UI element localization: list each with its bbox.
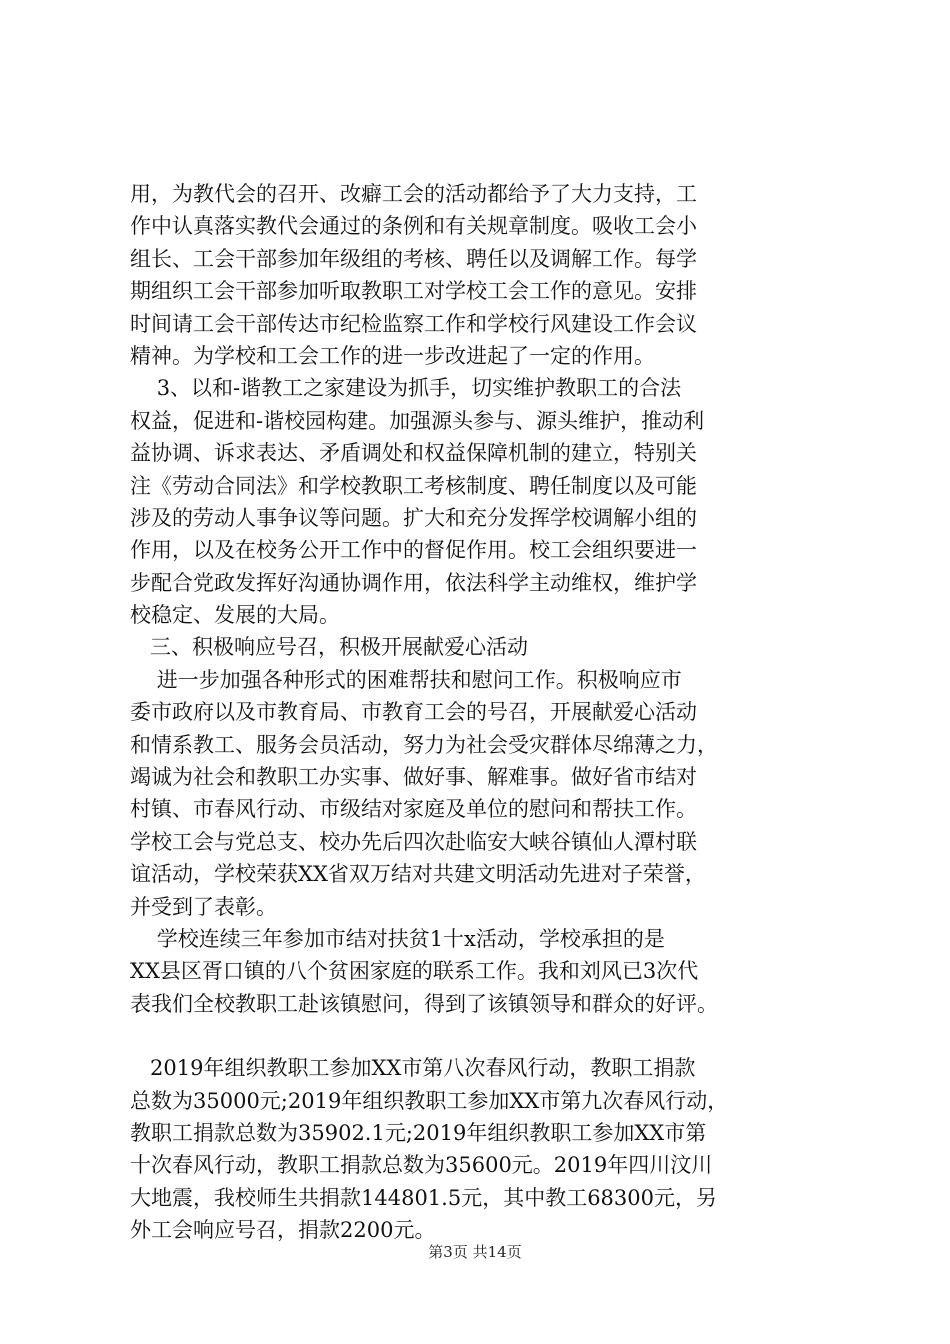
paragraph-block-1 [130, 178, 830, 1020]
text-line: 时间请工会干部传达市纪检监察工作和学校行风建设工作会议 [130, 311, 697, 336]
text-line: 表我们全校教职工赴该镇慰问，得到了该镇领导和群众的好评。 [130, 991, 718, 1016]
document-body [130, 178, 830, 1247]
text-line: 涉及的劳动人事争议等问题。扩大和充分发挥学校调解小组的 [130, 505, 697, 530]
text-line: 总数为35000元;2019年组织教职工参加XX市第九次春风行动， [130, 1088, 729, 1113]
text-line: 村镇、市春风行动、市级结对家庭及单位的慰问和帮扶工作。 [130, 797, 697, 822]
text-line: 作用，以及在校务公开工作中的督促作用。校工会组织要进一 [130, 538, 697, 563]
text-line: 三、积极响应号召，积极开展献爱心活动 [130, 635, 529, 660]
text-line: 并受到了表彰。 [130, 894, 277, 919]
text-line: 精神。为学校和工会工作的进一步改进起了一定的作用。 [130, 343, 655, 368]
text-line: 注《劳动合同法》和学校教职工考核制度、聘任制度以及可能 [130, 473, 697, 498]
text-line: 3、以和-谐教工之家建设为抓手，切实维护教职工的合法 [130, 376, 682, 401]
text-line: 外工会响应号召，捐款2200元。 [130, 1218, 436, 1243]
text-line: 组长、工会干部参加年级组的考核、聘任以及调解工作。每学 [130, 246, 697, 271]
text-line: 权益，促进和-谐校园构建。加强源头参与、源头维护，推动利 [130, 408, 705, 433]
text-line: 益协调、诉求表达、矛盾调处和权益保障机制的建立，特别关 [130, 441, 697, 466]
text-line: 十次春风行动，教职工捐款总数为35600元。2019年四川汶川 [130, 1153, 713, 1178]
paragraph-gap [130, 1020, 830, 1052]
text-line: 竭诚为社会和教职工办实事、做好事、解难事。做好省市结对 [130, 765, 697, 790]
page-footer: 第3页 共14页 [428, 1243, 522, 1261]
text-line: 委市政府以及市教育局、市教育工会的号召，开展献爱心活动 [130, 700, 697, 725]
text-line: 进一步加强各种形式的困难帮扶和慰问工作。积极响应市 [130, 667, 682, 692]
text-line: 学校连续三年参加市结对扶贫1十x活动，学校承担的是 [130, 926, 665, 951]
text-line: 用，为教代会的召开、改癖工会的活动都给予了大力支持，工 [130, 182, 697, 206]
text-line: 作中认真落实教代会通过的条例和有关规章制度。吸收工会小 [130, 214, 697, 239]
text-line: XX县区胥口镇的八个贫困家庭的联系工作。我和刘风已3次代 [130, 959, 699, 984]
text-line: 校稳定、发展的大局。 [130, 603, 340, 628]
text-line: 大地震，我校师生共捐款144801.5元，其中教工68300元，另 [130, 1185, 718, 1210]
text-line: 步配合党政发挥好沟通协调作用，依法科学主动维权，维护学 [130, 570, 697, 595]
text-line: 教职工捐款总数为35902.1元;2019年组织教职工参加XX市第 [130, 1120, 707, 1145]
paragraph-block-2 [130, 1052, 830, 1246]
text-line: 2019年组织教职工参加XX市第八次春风行动，教职工捐款 [130, 1056, 696, 1081]
text-line: 期组织工会干部参加听取教职工对学校工会工作的意见。安排 [130, 279, 697, 304]
text-line: 和情系教工、服务会员活动，努力为社会受灾群体尽绵薄之力， [130, 732, 718, 757]
text-line: 谊活动，学校荣获XX省双万结对共建文明活动先进对子荣誉， [130, 862, 706, 887]
text-line: 学校工会与党总支、校办先后四次赴临安大峡谷镇仙人潭村联 [130, 829, 697, 854]
